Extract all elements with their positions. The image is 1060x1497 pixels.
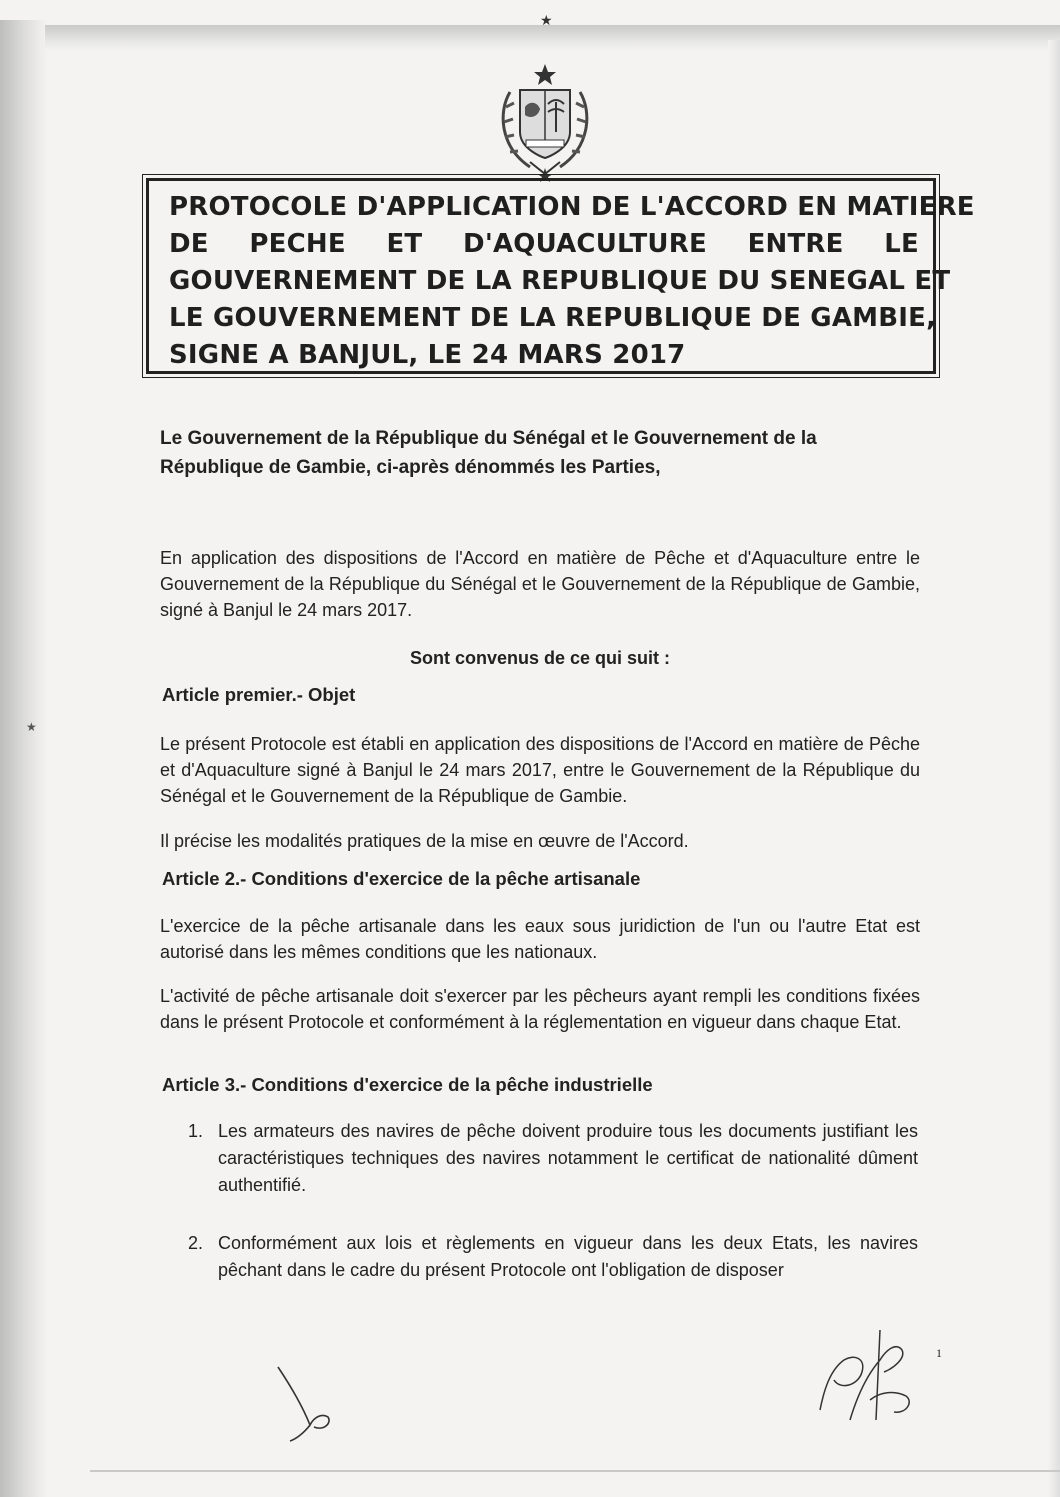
article-2-paragraph: L'activité de pêche artisanale doit s'exercer par les pêcheurs ayant rempli les conditions fixées dans le présent Protocole et conformément à la réglementation en vigueur dans chaque Etat. <box>160 986 920 1032</box>
page-number: 1 <box>936 1346 942 1360</box>
list-number: 2. <box>188 1233 204 1253</box>
scan-edge-bottom <box>90 1470 1060 1472</box>
star-icon: ★ <box>26 720 37 734</box>
signature-mark-icon <box>270 1355 340 1445</box>
preamble-application: En application des dispositions de l'Accord en matière de Pêche et d'Aquaculture entre le Gouvernement de la République du Sénégal et le Gouvernement de la République de Gambie, signé à Banjul le 24 mars 2017. <box>160 548 920 620</box>
list-item <box>188 1230 918 1284</box>
preamble-parties: Le Gouvernement de la République du Sénégal et le Gouvernement de la République de Gambie, ci-après dénommés les Parties, <box>160 428 817 478</box>
article-3-title: Article 3.- Conditions d'exercice de la pêche industrielle <box>162 1074 653 1095</box>
list-text: Conformément aux lois et règlements en vigueur dans les deux Etats, les navires pêchant dans le cadre du présent Protocole ont l'obligation de disposer <box>218 1233 918 1280</box>
list-item <box>188 1118 918 1199</box>
star-icon: ★ <box>540 12 553 28</box>
article-2-title: Article 2.- Conditions d'exercice de la pêche artisanale <box>162 868 641 889</box>
signature-mark-icon <box>810 1320 930 1430</box>
article-3-list <box>188 1118 918 1199</box>
list-text: Les armateurs des navires de pêche doivent produire tous les documents justifiant les caractéristiques techniques des navires notamment le certificat de nationalité dûment authentifié. <box>218 1121 918 1195</box>
title-line: LE GOUVERNEMENT DE LA REPUBLIQUE DE GAMBIE, <box>169 303 937 333</box>
title-line: PROTOCOLE D'APPLICATION DE L'ACCORD EN MATIERE <box>169 192 975 222</box>
article-2-paragraph: L'exercice de la pêche artisanale dans les eaux sous juridiction de l'un ou l'autre Etat est autorisé dans les mêmes conditions que les nationaux. <box>160 916 920 962</box>
list-number: 1. <box>188 1121 204 1141</box>
article-1-paragraph: Il précise les modalités pratiques de la mise en œuvre de l'Accord. <box>160 831 689 851</box>
agreement-heading: Sont convenus de ce qui suit : <box>409 648 671 668</box>
title-box <box>146 178 975 374</box>
title-line: GOUVERNEMENT DE LA REPUBLIQUE DU SENEGAL ET <box>169 266 951 296</box>
coat-of-arms-icon <box>490 62 600 182</box>
article-3-list <box>188 1230 918 1284</box>
article-1-paragraph: Le présent Protocole est établi en application des dispositions de l'Accord en matière de Pêche et d'Aquaculture signé à Banjul le 24 mars 2017, entre le Gouvernement de la République du Sénégal et le Gouvernement de la République de Gambie. <box>160 734 920 806</box>
article-1-title: Article premier.- Objet <box>162 684 356 705</box>
title-line: SIGNE A BANJUL, LE 24 MARS 2017 <box>169 340 686 370</box>
title-line: DE PECHE ET D'AQUACULTURE ENTRE LE <box>169 229 919 259</box>
